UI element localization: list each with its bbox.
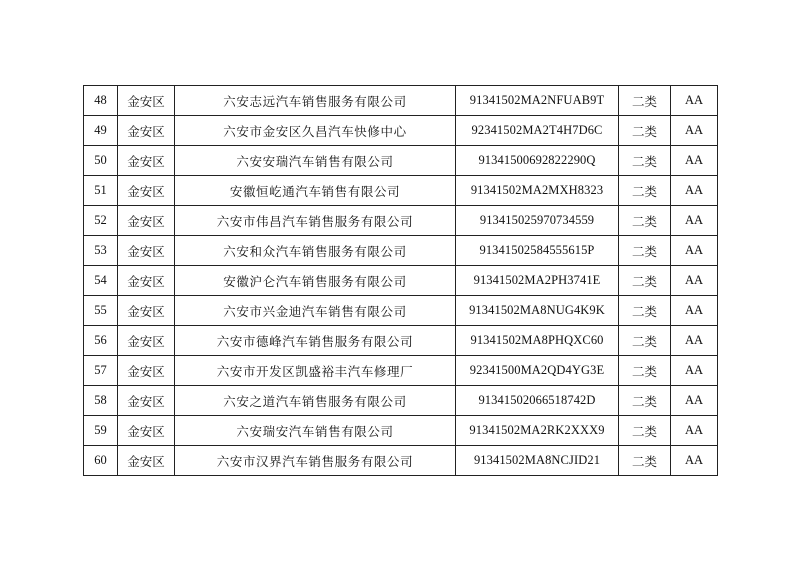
table-row: [84, 146, 718, 176]
table-row: [84, 206, 718, 236]
category-cell: 二类: [619, 206, 671, 236]
district-cell: 金安区: [118, 356, 175, 386]
grade-cell: AA: [671, 146, 718, 176]
district-cell: 金安区: [118, 296, 175, 326]
row-number: 58: [84, 386, 118, 416]
credit-code-cell: 91341502MA8NUG4K9K: [456, 296, 619, 326]
table-row: [84, 386, 718, 416]
category-cell: 二类: [619, 176, 671, 206]
grade-cell: AA: [671, 116, 718, 146]
category-cell: 二类: [619, 386, 671, 416]
row-number: 54: [84, 266, 118, 296]
grade-cell: AA: [671, 386, 718, 416]
category-cell: 二类: [619, 356, 671, 386]
row-number: 53: [84, 236, 118, 266]
category-cell: 二类: [619, 86, 671, 116]
company-name-cell: 安徽恒屹通汽车销售有限公司: [175, 176, 456, 206]
credit-code-cell: 91341502MA2PH3741E: [456, 266, 619, 296]
row-number: 49: [84, 116, 118, 146]
row-number: 56: [84, 326, 118, 356]
district-cell: 金安区: [118, 386, 175, 416]
grade-cell: AA: [671, 416, 718, 446]
company-name-cell: 六安市开发区凯盛裕丰汽车修理厂: [175, 356, 456, 386]
category-cell: 二类: [619, 266, 671, 296]
table-row: [84, 116, 718, 146]
row-number: 48: [84, 86, 118, 116]
row-number: 59: [84, 416, 118, 446]
company-name-cell: 六安市兴金迪汽车销售有限公司: [175, 296, 456, 326]
row-number: 51: [84, 176, 118, 206]
credit-code-cell: 92341500MA2QD4YG3E: [456, 356, 619, 386]
district-cell: 金安区: [118, 86, 175, 116]
credit-code-cell: 913415025970734559: [456, 206, 619, 236]
credit-code-cell: 91341502MA8PHQXC60: [456, 326, 619, 356]
district-cell: 金安区: [118, 116, 175, 146]
category-cell: 二类: [619, 446, 671, 476]
credit-code-cell: 92341502MA2T4H7D6C: [456, 116, 619, 146]
grade-cell: AA: [671, 176, 718, 206]
grade-cell: AA: [671, 296, 718, 326]
grade-cell: AA: [671, 86, 718, 116]
grade-cell: AA: [671, 326, 718, 356]
category-cell: 二类: [619, 116, 671, 146]
credit-code-cell: 91341502MA2RK2XXX9: [456, 416, 619, 446]
table-row: [84, 266, 718, 296]
category-cell: 二类: [619, 296, 671, 326]
credit-code-cell: 91341500692822290Q: [456, 146, 619, 176]
table-row: [84, 326, 718, 356]
enterprise-table: [83, 85, 718, 476]
credit-code-cell: 91341502066518742D: [456, 386, 619, 416]
grade-cell: AA: [671, 266, 718, 296]
district-cell: 金安区: [118, 266, 175, 296]
district-cell: 金安区: [118, 146, 175, 176]
company-name-cell: 六安安瑞汽车销售有限公司: [175, 146, 456, 176]
category-cell: 二类: [619, 326, 671, 356]
district-cell: 金安区: [118, 176, 175, 206]
district-cell: 金安区: [118, 416, 175, 446]
company-name-cell: 六安市伟昌汽车销售服务有限公司: [175, 206, 456, 236]
category-cell: 二类: [619, 236, 671, 266]
credit-code-cell: 91341502MA8NCJID21: [456, 446, 619, 476]
table-row: [84, 236, 718, 266]
category-cell: 二类: [619, 416, 671, 446]
district-cell: 金安区: [118, 206, 175, 236]
table-row: [84, 86, 718, 116]
company-name-cell: 六安之道汽车销售服务有限公司: [175, 386, 456, 416]
credit-code-cell: 91341502MA2MXH8323: [456, 176, 619, 206]
row-number: 57: [84, 356, 118, 386]
grade-cell: AA: [671, 446, 718, 476]
district-cell: 金安区: [118, 326, 175, 356]
district-cell: 金安区: [118, 236, 175, 266]
company-name-cell: 六安和众汽车销售服务有限公司: [175, 236, 456, 266]
company-name-cell: 安徽沪仑汽车销售服务有限公司: [175, 266, 456, 296]
company-name-cell: 六安市汉界汽车销售服务有限公司: [175, 446, 456, 476]
category-cell: 二类: [619, 146, 671, 176]
table-row: [84, 176, 718, 206]
row-number: 60: [84, 446, 118, 476]
credit-code-cell: 91341502584555615P: [456, 236, 619, 266]
company-name-cell: 六安市德峰汽车销售服务有限公司: [175, 326, 456, 356]
district-cell: 金安区: [118, 446, 175, 476]
table-row: [84, 446, 718, 476]
row-number: 55: [84, 296, 118, 326]
credit-code-cell: 91341502MA2NFUAB9T: [456, 86, 619, 116]
row-number: 52: [84, 206, 118, 236]
table-row: [84, 356, 718, 386]
company-name-cell: 六安市金安区久昌汽车快修中心: [175, 116, 456, 146]
grade-cell: AA: [671, 206, 718, 236]
table-row: [84, 416, 718, 446]
table-row: [84, 296, 718, 326]
grade-cell: AA: [671, 356, 718, 386]
grade-cell: AA: [671, 236, 718, 266]
company-name-cell: 六安志远汽车销售服务有限公司: [175, 86, 456, 116]
company-name-cell: 六安瑞安汽车销售有限公司: [175, 416, 456, 446]
row-number: 50: [84, 146, 118, 176]
